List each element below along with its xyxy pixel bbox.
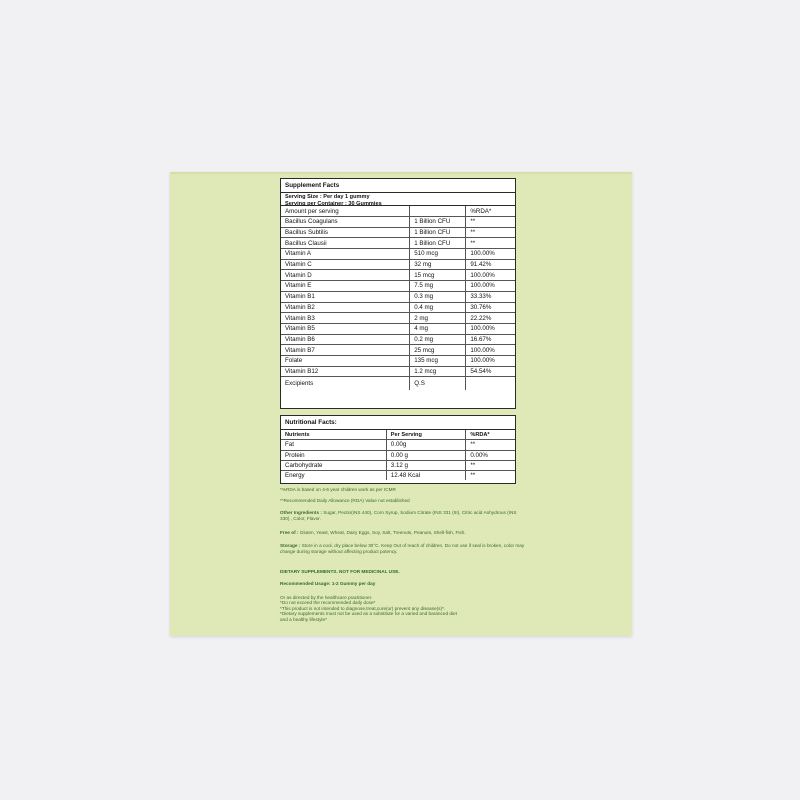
disclaimers [280,595,525,622]
supplement-header-cell: Amount per serving [281,206,410,217]
nutrition-cell: 0.00% [466,450,515,460]
product-box-back [170,172,632,636]
supplement-cell: Bacillus Subtilis [281,227,410,238]
nutrition-row [281,460,515,470]
supplement-row [281,270,515,281]
supplement-cell: 91.42% [466,259,515,270]
supplement-cell: Vitamin A [281,249,410,260]
supplement-header-cell [410,206,466,217]
supplement-cell: Vitamin B1 [281,291,410,302]
supplement-row [281,334,515,345]
supplement-cell: 100.00% [466,249,515,260]
supplement-cell: 1 Billion CFU [410,227,466,238]
rda-note-2: **Recommended Daily Allowance (RDA) Value not established [280,498,410,503]
supplement-cell: 1 Billion CFU [410,217,466,228]
nutrition-row [281,440,515,450]
other-ingredients [280,510,525,521]
storage [280,543,525,554]
supplement-cell: 22.22% [466,313,515,324]
supplement-cell: ** [466,227,515,238]
nutrition-cell: Protein [281,450,386,460]
free-of-label: Free of : [280,530,299,535]
supplement-cell: Vitamin B3 [281,313,410,324]
supplement-cell: Bacillus Clausii [281,238,410,249]
supplement-header-row [281,206,515,217]
supplement-cell: 100.00% [466,323,515,334]
supplement-cell: 100.00% [466,355,515,366]
supplement-cell [466,377,515,391]
supplement-cell: 1.2 mcg [410,366,466,377]
supplement-facts-title: Supplement Facts [281,179,515,193]
nutrition-row [281,450,515,460]
supplement-cell: Q.S [410,377,466,391]
supplement-cell: 135 mcg [410,355,466,366]
supplement-cell: 0.2 mg [410,334,466,345]
nutrition-cell: Energy [281,471,386,481]
recommended-usage: Recommended Usage: 1-2 Gummy per day [280,581,376,586]
supplement-facts-panel [280,178,516,409]
supplement-cell: 100.00% [466,345,515,356]
serving-size: Serving Size : Per day 1 gummy [285,194,370,200]
supplement-row [281,238,515,249]
supplement-cell: Vitamin C [281,259,410,270]
supplement-cell: 30.76% [466,302,515,313]
nutrition-cell: Carbohydrate [281,460,386,470]
supplement-row [281,345,515,356]
supplement-cell: Bacillus Coagulans [281,217,410,228]
nutrition-cell: 0.00 g [386,450,466,460]
nutrition-header-cell: Per Serving [386,430,466,440]
supplement-cell: 0.3 mg [410,291,466,302]
supplement-cell: ** [466,238,515,249]
supplement-cell: Folate [281,355,410,366]
supplement-cell: 25 mcg [410,345,466,356]
other-ingredients-label: Other Ingredients : [280,510,322,515]
disclaimer-2: *This product is not intended to diagnose,treat,cure(or) prevent any disease(s)*. [280,605,446,611]
nutrition-header-row [281,430,515,440]
supplement-cell: Vitamin D [281,270,410,281]
supplement-cell: 4 mg [410,323,466,334]
nutrition-table [281,430,515,480]
supplement-row [281,313,515,324]
nutrition-header-cell: %RDA* [466,430,515,440]
serving-per-container: Serving per Container : 30 Gummies [285,200,382,207]
supplement-cell: 54.54% [466,366,515,377]
disclaimer-3: *Dietary supplements must not be used as a substitute for a varied and baranced diet [280,611,457,617]
supplement-cell: 2 mg [410,313,466,324]
supplement-cell: Vitamin B12 [281,366,410,377]
supplement-row [281,259,515,270]
free-of-text: Gluten, Yeast, Wheat, Dairy Eggs, Soy, Salt, Treenuts, Peanuts, Shell-fish, Fish. [298,530,466,535]
supplement-cell: 15 mcg [410,270,466,281]
dietary-notice: DIETARY SUPPLEMENTS. NOT FOR MEDICINAL USE. [280,569,400,574]
supplement-row [281,323,515,334]
supplement-cell: 100.00% [466,270,515,281]
supplement-cell: 0.4 mg [410,302,466,313]
supplement-cell: Excipients [281,377,410,391]
supplement-row [281,281,515,292]
nutritional-facts-title: Nutritional Facts: [281,416,515,430]
supplement-row [281,227,515,238]
nutritional-facts-panel [280,415,516,484]
nutrition-cell: ** [466,440,515,450]
supplement-cell: 32 mg [410,259,466,270]
supplement-cell: 16.67% [466,334,515,345]
supplement-cell: 510 mcg [410,249,466,260]
supplement-row [281,355,515,366]
supplement-table [281,206,515,390]
disclaimer-1: *Do not exceed the recommended daily dose* [280,600,376,606]
nutrition-cell: 12.48 Kcal [386,471,466,481]
supplement-row [281,302,515,313]
supplement-header-cell: %RDA* [466,206,515,217]
nutrition-cell: 0.00g [386,440,466,450]
supplement-row [281,377,515,391]
nutrition-cell: ** [466,471,515,481]
supplement-cell: 33.33% [466,291,515,302]
nutrition-header-cell: Nutrients [281,430,386,440]
serving-info [281,193,515,206]
supplement-cell: ** [466,217,515,228]
supplement-row [281,366,515,377]
nutrition-cell: ** [466,460,515,470]
supplement-row [281,249,515,260]
free-of [280,530,525,536]
rda-note: *%RDA is based on 4-6 year children work as per ICMR [280,487,396,492]
other-ingredients-text: Sugar, Pectin(INS 440), Corn Syrup, Sodium Citrate (INS 331 (III), Citric acid Anhydrous (INS 330) , Color, Flavor. [280,510,517,521]
supplement-cell: 7.5 mg [410,281,466,292]
supplement-cell: Vitamin E [281,281,410,292]
supplement-cell: Vitamin B5 [281,323,410,334]
supplement-cell: 1 Billion CFU [410,238,466,249]
supplement-cell: Vitamin B7 [281,345,410,356]
nutrition-row [281,471,515,481]
supplement-cell: 100.00% [466,281,515,292]
storage-text: Store in a cool, dry place below 30°C. Keep Out of reach of children. Do not use if seal is broken, color may change during storage without affecting product potency. [280,543,525,554]
nutrition-cell: 3.12 g [386,460,466,470]
nutrition-cell: Fat [281,440,386,450]
directed-text: Or as directed by the healthcare practitioner. [280,595,373,600]
disclaimer-4: and a healthy lifestyle* [280,616,327,622]
supplement-cell: Vitamin B6 [281,334,410,345]
supplement-row [281,291,515,302]
storage-label: Storage : [280,543,301,548]
supplement-row [281,217,515,228]
supplement-cell: Vitamin B2 [281,302,410,313]
